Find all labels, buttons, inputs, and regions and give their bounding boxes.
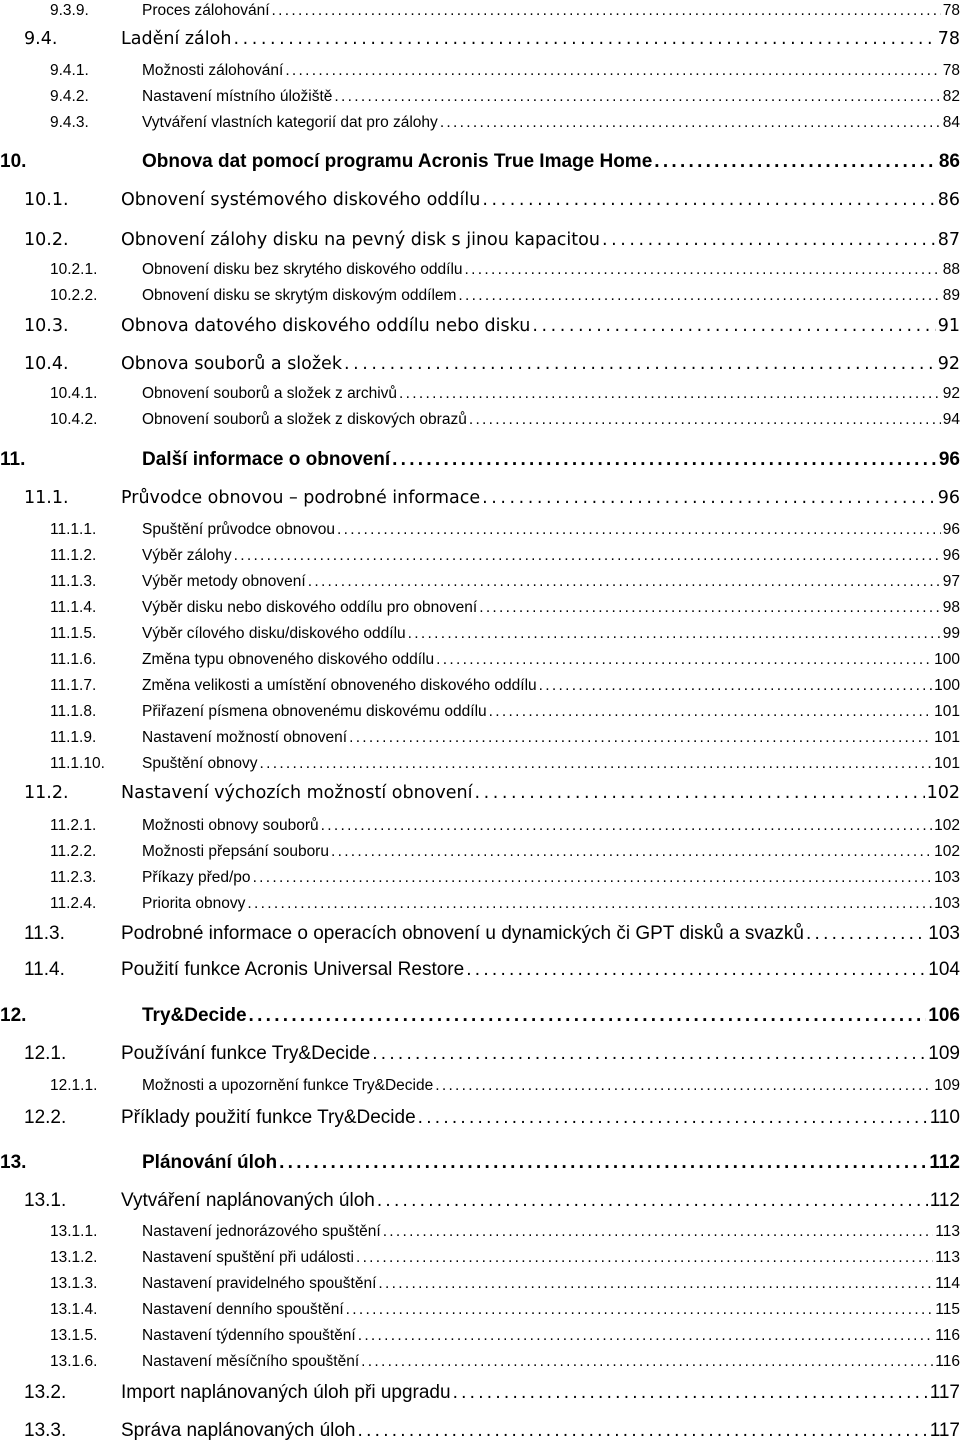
toc-entry-page: 91 bbox=[937, 316, 960, 336]
toc-entry-number: 11.1.1. bbox=[50, 521, 97, 538]
toc-entry-title: Výběr disku nebo diskového oddílu pro obnovení bbox=[142, 599, 478, 616]
toc-entry-page: 116 bbox=[935, 1327, 960, 1344]
toc-entry-number: 11.1.4. bbox=[50, 599, 97, 616]
toc-entry-title: Proces zálohování bbox=[142, 2, 270, 19]
toc-entry-page: 117 bbox=[929, 1420, 960, 1441]
toc-entry-title: Obnovení disku se skrytým diskovým oddílem bbox=[142, 287, 457, 304]
dot-leader bbox=[247, 896, 932, 912]
toc-entry-page: 117 bbox=[929, 1382, 960, 1403]
toc-entry-page: 99 bbox=[942, 625, 960, 642]
toc-entry-title: Možnosti přepsání souboru bbox=[142, 843, 329, 860]
dot-leader bbox=[253, 870, 933, 886]
toc-entry-page: 88 bbox=[942, 261, 960, 278]
toc-entry-number: 13.1.5. bbox=[50, 1327, 98, 1344]
toc-entry-number: 13.1.3. bbox=[50, 1275, 98, 1292]
dot-leader bbox=[279, 1153, 927, 1172]
toc-entry-title: Obnovení systémového diskového oddílu bbox=[121, 190, 481, 210]
toc-entry-title: Try&Decide bbox=[142, 1005, 247, 1026]
dot-leader bbox=[469, 412, 941, 428]
toc-entry-page: 103 bbox=[934, 895, 960, 912]
toc-entry-page: 94 bbox=[942, 411, 960, 428]
toc-entry-page: 101 bbox=[934, 703, 960, 720]
dot-leader bbox=[806, 924, 926, 943]
toc-entry-number: 11.2.1. bbox=[50, 817, 97, 834]
toc-entry-page: 103 bbox=[928, 923, 960, 944]
dot-leader bbox=[436, 652, 932, 668]
toc-entry-page: 86 bbox=[938, 151, 960, 172]
toc-entry-title: Nastavení měsíčního spouštění bbox=[142, 1353, 360, 1370]
dot-leader bbox=[358, 1421, 928, 1440]
toc-entry-title: Priorita obnovy bbox=[142, 895, 246, 912]
toc-entry-page: 92 bbox=[937, 354, 960, 374]
toc-entry-page: 102 bbox=[934, 843, 960, 860]
toc-entry-title: Příklady použití funkce Try&Decide bbox=[121, 1107, 416, 1128]
toc-entry-number: 11.1.2. bbox=[50, 547, 97, 564]
dot-leader bbox=[435, 1078, 932, 1094]
toc-entry-page: 92 bbox=[942, 385, 960, 402]
toc-entry-number: 11.1. bbox=[24, 488, 69, 508]
toc-entry-page: 86 bbox=[937, 190, 960, 210]
toc-entry-title: Průvodce obnovou – podrobné informace bbox=[121, 488, 481, 508]
toc-entry-number: 12.2. bbox=[24, 1107, 67, 1128]
toc-entry-number: 10.4.1. bbox=[50, 385, 98, 402]
toc-entry-title: Změna velikosti a umístění obnoveného diskového oddílu bbox=[142, 677, 537, 694]
dot-leader bbox=[458, 288, 940, 304]
toc-entry-page: 98 bbox=[942, 599, 960, 616]
dot-leader bbox=[233, 31, 935, 49]
toc-entry-number: 13.2. bbox=[24, 1382, 67, 1403]
toc-entry-title: Výběr cílového disku/diskového oddílu bbox=[142, 625, 406, 642]
dot-leader bbox=[408, 626, 941, 642]
dot-leader bbox=[377, 1191, 928, 1210]
toc-entry-number: 13.3. bbox=[24, 1420, 67, 1441]
toc-entry-title: Možnosti a upozornění funkce Try&Decide bbox=[142, 1077, 434, 1094]
dot-leader bbox=[337, 522, 941, 538]
toc-entry-number: 11.2.4. bbox=[50, 895, 97, 912]
dot-leader bbox=[532, 318, 935, 336]
toc-entry-number: 10.4.2. bbox=[50, 411, 98, 428]
toc-entry-title: Obnovení disku bez skrytého diskového oddílu bbox=[142, 261, 463, 278]
toc-entry-number: 11.2. bbox=[24, 783, 69, 803]
toc-entry-number: 13.1.6. bbox=[50, 1353, 98, 1370]
toc-entry-page: 112 bbox=[929, 1190, 960, 1211]
dot-leader bbox=[331, 844, 932, 860]
toc-entry-page: 84 bbox=[942, 114, 960, 131]
toc-entry-page: 113 bbox=[935, 1223, 960, 1240]
toc-entry-title: Další informace o obnovení bbox=[142, 449, 391, 470]
toc-entry-number: 11.1.7. bbox=[50, 677, 97, 694]
dot-leader bbox=[392, 450, 937, 469]
toc-entry-title: Správa naplánovaných úloh bbox=[121, 1420, 356, 1441]
dot-leader bbox=[356, 1250, 933, 1266]
toc-entry-number: 11.1.10. bbox=[50, 755, 105, 772]
toc-entry-page: 116 bbox=[935, 1353, 960, 1370]
toc-entry-page: 114 bbox=[935, 1275, 960, 1292]
toc-entry-title: Vytváření naplánovaných úloh bbox=[121, 1190, 375, 1211]
dot-leader bbox=[399, 386, 941, 402]
dot-leader bbox=[465, 262, 941, 278]
toc-entry-number: 10. bbox=[0, 151, 27, 172]
dot-leader bbox=[383, 1224, 934, 1240]
dot-leader bbox=[285, 63, 940, 79]
toc-entry-title: Možnosti obnovy souborů bbox=[142, 817, 319, 834]
dot-leader bbox=[361, 1354, 933, 1370]
toc-entry-title: Používání funkce Try&Decide bbox=[121, 1043, 371, 1064]
toc-entry-title: Přiřazení písmena obnovenému diskovému oddílu bbox=[142, 703, 487, 720]
toc-entry-page: 109 bbox=[934, 1077, 960, 1094]
toc-entry-number: 11.2.2. bbox=[50, 843, 97, 860]
dot-leader bbox=[249, 1006, 927, 1025]
dot-leader bbox=[378, 1276, 933, 1292]
toc-entry-title: Nastavení místního úložiště bbox=[142, 88, 333, 105]
toc-entry-title: Nastavení spuštění při události bbox=[142, 1249, 354, 1266]
toc-entry-page: 100 bbox=[934, 651, 960, 668]
toc-entry-title: Obnovení zálohy disku na pevný disk s jinou kapacitou bbox=[121, 230, 600, 250]
dot-leader bbox=[334, 89, 940, 105]
toc-entry-page: 89 bbox=[942, 287, 960, 304]
toc-entry-title: Výběr zálohy bbox=[142, 547, 232, 564]
dot-leader bbox=[372, 1044, 926, 1063]
toc-entry-number: 11.4. bbox=[24, 959, 65, 980]
toc-entry-page: 96 bbox=[938, 449, 960, 470]
toc-entry-title: Spuštění obnovy bbox=[142, 755, 258, 772]
toc-entry-title: Nastavení pravidelného spouštění bbox=[142, 1275, 377, 1292]
toc-entry-page: 87 bbox=[937, 230, 960, 250]
toc-entry-title: Podrobné informace o operacích obnovení u dynamických či GPT disků a svazků bbox=[121, 923, 804, 944]
toc-entry-title: Nastavení jednorázového spuštění bbox=[142, 1223, 381, 1240]
toc-entry-title: Nastavení výchozích možností obnovení bbox=[121, 783, 473, 803]
toc-entry-number: 11.1.5. bbox=[50, 625, 97, 642]
toc-entry-page: 112 bbox=[929, 1152, 960, 1173]
toc-entry-page: 109 bbox=[928, 1043, 960, 1064]
toc-entry-page: 104 bbox=[928, 959, 960, 980]
dot-leader bbox=[272, 3, 941, 19]
toc-entry-page: 115 bbox=[935, 1301, 960, 1318]
toc-entry-number: 9.4. bbox=[24, 29, 58, 49]
dot-leader bbox=[234, 548, 941, 564]
dot-leader bbox=[654, 152, 937, 171]
toc-entry-page: 102 bbox=[934, 817, 960, 834]
toc-entry-number: 13. bbox=[0, 1152, 27, 1173]
toc-entry-number: 10.3. bbox=[24, 316, 69, 336]
dot-leader bbox=[259, 756, 932, 772]
toc-entry-title: Příkazy před/po bbox=[142, 869, 251, 886]
toc-entry-number: 11. bbox=[0, 449, 26, 470]
toc-entry-number: 10.2.1. bbox=[50, 261, 98, 278]
toc-entry-title: Možnosti zálohování bbox=[142, 62, 284, 79]
toc-entry-number: 11.3. bbox=[24, 923, 65, 944]
toc-entry-number: 13.1.2. bbox=[50, 1249, 98, 1266]
toc-entry-title: Obnovení souborů a složek z archivů bbox=[142, 385, 398, 402]
dot-leader bbox=[602, 232, 936, 250]
dot-leader bbox=[489, 704, 932, 720]
toc-entry-number: 11.1.6. bbox=[50, 651, 97, 668]
toc-entry-page: 96 bbox=[942, 521, 960, 538]
dot-leader bbox=[474, 785, 924, 803]
dot-leader bbox=[358, 1328, 934, 1344]
dot-leader bbox=[539, 678, 932, 694]
toc-entry-number: 11.1.9. bbox=[50, 729, 97, 746]
toc-entry-number: 11.1.8. bbox=[50, 703, 97, 720]
toc-entry-title: Obnova souborů a složek bbox=[121, 354, 342, 374]
dot-leader bbox=[346, 1302, 934, 1318]
toc-entry-page: 106 bbox=[928, 1005, 960, 1026]
toc-entry-page: 96 bbox=[942, 547, 960, 564]
toc-entry-number: 12. bbox=[0, 1005, 27, 1026]
toc-entry-page: 102 bbox=[926, 783, 960, 803]
toc-entry-number: 10.2. bbox=[24, 230, 69, 250]
dot-leader bbox=[453, 1383, 928, 1402]
toc-entry-number: 9.4.1. bbox=[50, 62, 89, 79]
toc-entry-title: Nastavení možností obnovení bbox=[142, 729, 348, 746]
dot-leader bbox=[466, 960, 926, 979]
toc-entry-page: 101 bbox=[934, 729, 960, 746]
toc-entry-number: 9.4.2. bbox=[50, 88, 89, 105]
toc-entry-title: Obnovení souborů a složek z diskových obrazů bbox=[142, 411, 467, 428]
toc-entry-number: 12.1. bbox=[24, 1043, 67, 1064]
toc-entry-number: 9.3.9. bbox=[50, 2, 89, 19]
toc-entry-number: 10.1. bbox=[24, 190, 69, 210]
dot-leader bbox=[440, 115, 941, 131]
toc-entry-title: Vytváření vlastních kategorií dat pro zálohy bbox=[142, 114, 438, 131]
toc-entry-page: 110 bbox=[929, 1107, 960, 1128]
toc-entry-page: 78 bbox=[942, 62, 960, 79]
toc-entry-page: 78 bbox=[937, 29, 960, 49]
toc-entry-title: Import naplánovaných úloh při upgradu bbox=[121, 1382, 451, 1403]
toc-entry-page: 101 bbox=[934, 755, 960, 772]
toc-entry-number: 10.2.2. bbox=[50, 287, 98, 304]
toc-entry-page: 103 bbox=[934, 869, 960, 886]
dot-leader bbox=[349, 730, 932, 746]
toc-entry-page: 96 bbox=[937, 488, 960, 508]
toc-entry-page: 97 bbox=[942, 573, 960, 590]
toc-entry-page: 100 bbox=[934, 677, 960, 694]
toc-entry-page: 113 bbox=[935, 1249, 960, 1266]
toc-entry-title: Plánování úloh bbox=[142, 1152, 278, 1173]
dot-leader bbox=[308, 574, 941, 590]
toc-entry-title: Výběr metody obnovení bbox=[142, 573, 306, 590]
toc-entry-title: Změna typu obnoveného diskového oddílu bbox=[142, 651, 435, 668]
dot-leader bbox=[418, 1108, 928, 1127]
toc-entry-page: 78 bbox=[942, 2, 960, 19]
toc-entry-number: 9.4.3. bbox=[50, 114, 89, 131]
toc-entry-number: 11.2.3. bbox=[50, 869, 97, 886]
dot-leader bbox=[479, 600, 941, 616]
toc-entry-page: 82 bbox=[942, 88, 960, 105]
dot-leader bbox=[344, 356, 936, 374]
toc-entry-title: Ladění záloh bbox=[121, 29, 232, 49]
toc-entry-title: Nastavení denního spouštění bbox=[142, 1301, 344, 1318]
toc-entry-number: 12.1.1. bbox=[50, 1077, 98, 1094]
toc-entry-title: Obnova datového diskového oddílu nebo disku bbox=[121, 316, 531, 336]
toc-entry-title: Obnova dat pomocí programu Acronis True Image Home bbox=[142, 151, 653, 172]
toc-entry-number: 11.1.3. bbox=[50, 573, 97, 590]
toc-entry-number: 13.1. bbox=[24, 1190, 67, 1211]
toc-entry-number: 10.4. bbox=[24, 354, 69, 374]
toc-entry-title: Spuštění průvodce obnovou bbox=[142, 521, 336, 538]
toc-entry-number: 13.1.1. bbox=[50, 1223, 98, 1240]
dot-leader bbox=[321, 818, 932, 834]
dot-leader bbox=[482, 490, 936, 508]
toc-entry-title: Použití funkce Acronis Universal Restore bbox=[121, 959, 465, 980]
dot-leader bbox=[482, 192, 935, 210]
toc-entry-title: Nastavení týdenního spouštění bbox=[142, 1327, 356, 1344]
toc-entry-number: 13.1.4. bbox=[50, 1301, 98, 1318]
